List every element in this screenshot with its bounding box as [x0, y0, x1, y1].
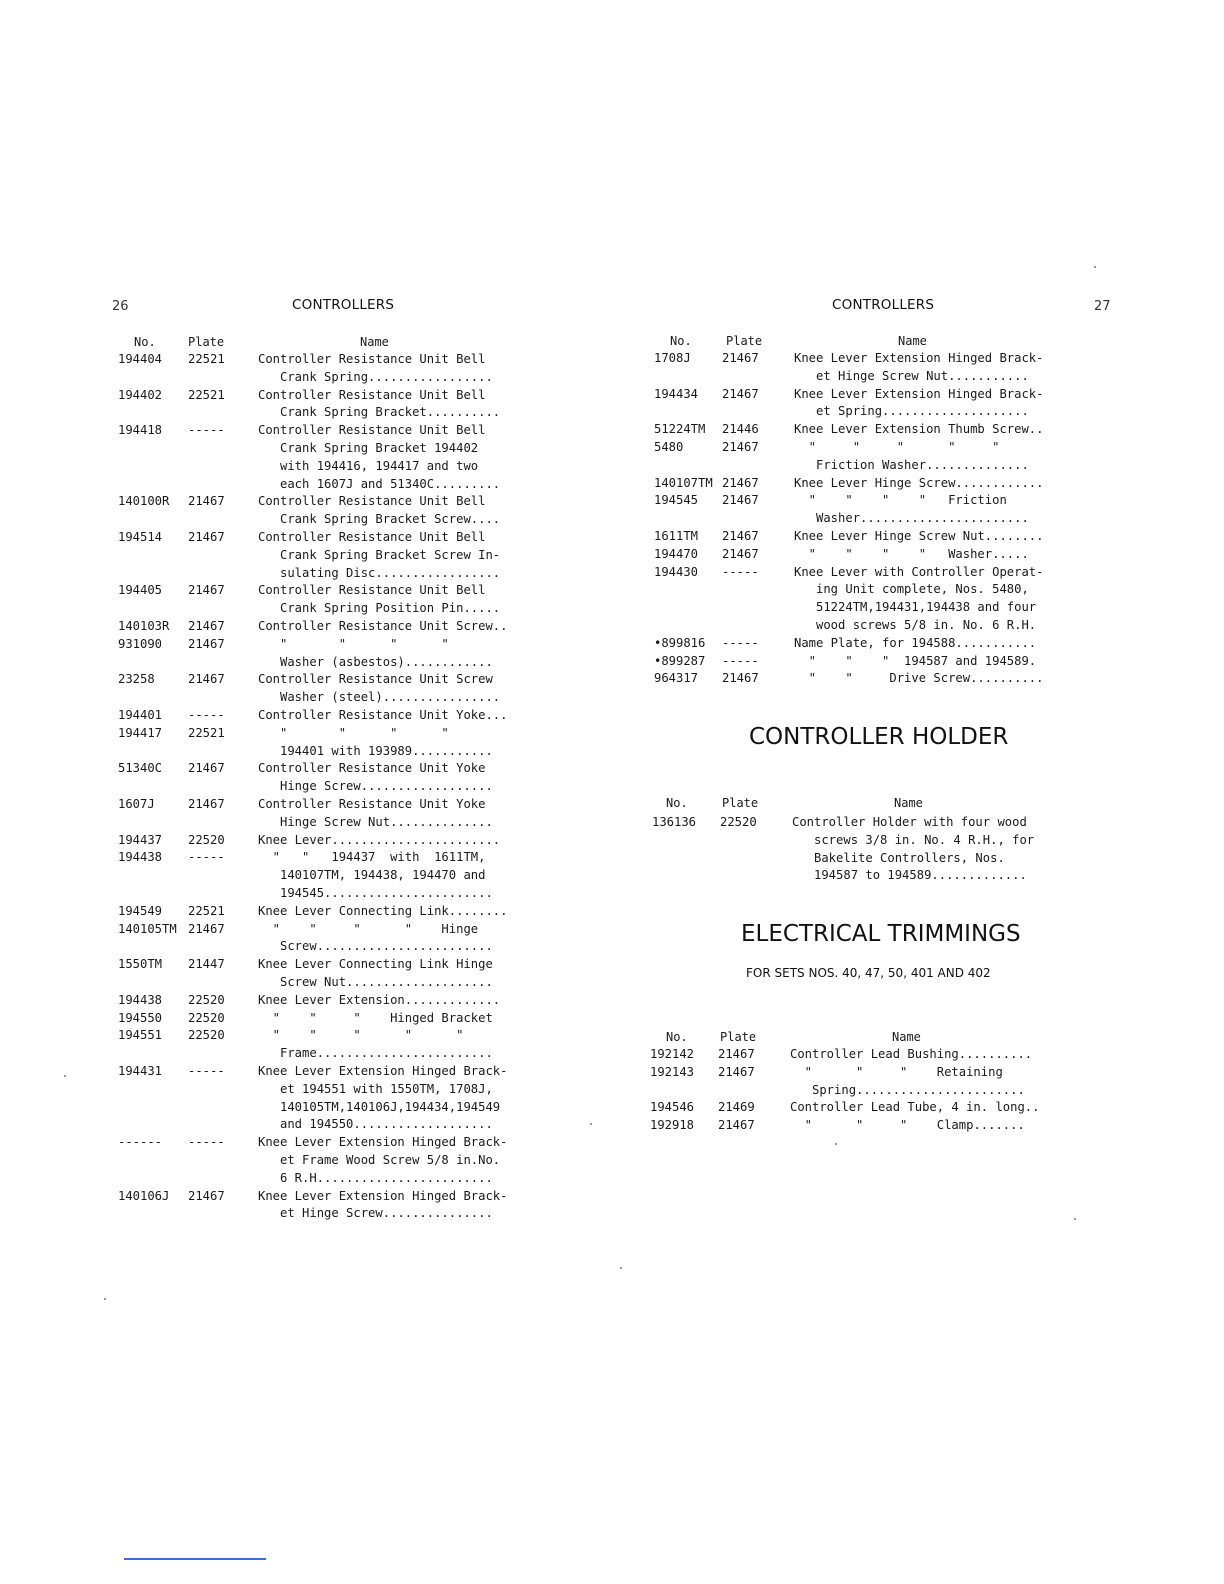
part-name: Name Plate, for 194588........... — [794, 635, 1037, 650]
part-number: 140100R — [118, 494, 170, 509]
part-name: Controller Resistance Unit Yoke Hinge Screw Nut.............. — [258, 797, 493, 829]
plate-number: 21467 — [188, 636, 225, 651]
plate-number: 22520 — [188, 992, 225, 1007]
part-number: 194438 — [118, 850, 163, 865]
part-name: Knee Lever Extension Hinged Brack- et Hinge Screw............... — [258, 1188, 508, 1221]
part-number: 192142 — [650, 1047, 695, 1061]
table-row — [118, 387, 538, 423]
table-row — [118, 796, 538, 832]
column-header-plate: Plate — [722, 796, 759, 810]
part-number: 194549 — [118, 903, 163, 918]
scan-speck — [835, 1143, 837, 1145]
column-header-no: No. — [666, 1030, 688, 1044]
part-number: 194417 — [118, 725, 163, 740]
plate-number: 21447 — [188, 957, 225, 972]
part-name: " " " Clamp....... — [790, 1118, 1025, 1133]
part-name: " " " " " Friction Washer.............. — [808, 440, 1029, 472]
table-row — [118, 636, 538, 672]
part-name: Controller Lead Bushing.......... — [790, 1047, 1033, 1061]
part-name: " " " " Washer..... — [794, 546, 1029, 561]
part-number: 140103R — [118, 619, 170, 633]
part-name: Knee Lever....................... — [258, 832, 501, 847]
part-name: Controller Resistance Unit Bell Crank Spring Position Pin..... — [258, 583, 501, 616]
part-number: 931090 — [118, 636, 163, 651]
part-number: 194434 — [654, 386, 699, 401]
table-row — [654, 528, 1074, 546]
part-name: " " " " " Frame........................ — [272, 1028, 493, 1061]
table-row — [118, 725, 538, 761]
column-header-no: No. — [670, 334, 692, 348]
plate-number: 22521 — [188, 725, 225, 740]
column-header-name: Name — [892, 1030, 921, 1044]
part-number: 194550 — [118, 1010, 163, 1025]
table-row — [654, 421, 1074, 439]
part-number: 194404 — [118, 352, 163, 366]
table-row — [650, 1099, 1070, 1117]
table-row — [118, 1010, 538, 1028]
parts-table-electrical-trimmings — [650, 1029, 1070, 1149]
plate-number: 21467 — [188, 921, 225, 936]
part-number: 194551 — [118, 1028, 163, 1043]
scan-edge-line — [124, 1558, 266, 1560]
part-number: 194430 — [654, 564, 699, 579]
plate-number: ----- — [188, 423, 225, 438]
running-head-right: CONTROLLERS — [832, 297, 935, 313]
part-number: 194405 — [118, 583, 163, 598]
table-row — [654, 670, 1074, 688]
part-name: Controller Resistance Unit Screw.. — [258, 619, 508, 633]
plate-number: 22521 — [188, 387, 225, 402]
plate-number: 22520 — [188, 1010, 225, 1025]
plate-number: 21467 — [718, 1118, 755, 1133]
scan-speck — [1094, 266, 1096, 268]
plate-number: 21469 — [718, 1100, 755, 1115]
plate-number: 21467 — [722, 440, 759, 454]
part-name: " " " Hinged Bracket — [258, 1010, 493, 1025]
plate-number: ----- — [722, 564, 759, 579]
part-number: 194546 — [650, 1100, 695, 1115]
plate-number: 21467 — [722, 493, 759, 508]
plate-number: ----- — [188, 850, 225, 865]
part-name: " " " Retaining Spring....................... — [804, 1064, 1025, 1097]
part-name: Controller Resistance Unit Bell Crank Spring Bracket.......... — [258, 387, 501, 420]
part-number: 194401 — [118, 708, 163, 722]
table-row — [654, 439, 1074, 475]
table-row — [118, 849, 538, 902]
part-name: Controller Resistance Unit Screw Washer (steel)................ — [258, 672, 501, 705]
table-row — [118, 493, 538, 529]
part-number: 964317 — [654, 671, 699, 686]
part-name: Controller Holder with four wood screws 3/8 in. No. 4 R.H., for Bakelite Controllers, Nos. 194587 to 194589............. — [792, 815, 1035, 883]
parts-table-controller-holder — [652, 795, 1072, 895]
plate-number: 21467 — [188, 797, 225, 811]
table-row — [654, 350, 1074, 386]
part-number: 51340C — [118, 761, 163, 776]
plate-number: ----- — [722, 635, 759, 650]
part-name: " " " " Washer (asbestos)............ — [280, 636, 493, 669]
plate-number: 21467 — [718, 1047, 755, 1061]
table-row — [650, 1046, 1070, 1064]
plate-number: 22520 — [188, 1028, 225, 1043]
plate-number: 22521 — [188, 352, 225, 366]
part-name: " " " " Friction Washer....................... — [808, 493, 1029, 526]
part-name: Knee Lever Extension Hinged Brack- et Spring.................... — [794, 386, 1044, 419]
part-number: 192918 — [650, 1118, 695, 1133]
part-number: 140107TM — [654, 475, 713, 490]
table-row — [118, 1063, 538, 1134]
part-number: 194514 — [118, 530, 163, 544]
part-number: 194470 — [654, 546, 699, 561]
plate-number: 21467 — [188, 494, 225, 509]
scan-speck — [620, 1267, 622, 1269]
table-row — [118, 422, 538, 493]
section-subtitle-electrical-trimmings: FOR SETS NOS. 40, 47, 50, 401 AND 402 — [746, 966, 991, 980]
plate-number: 21467 — [188, 530, 225, 544]
table-row — [650, 1117, 1070, 1135]
table-row — [118, 582, 538, 618]
part-number: 51224TM — [654, 422, 706, 437]
part-number: 194438 — [118, 992, 163, 1007]
part-number: •899816 — [654, 635, 706, 650]
column-header-plate: Plate — [726, 334, 763, 348]
part-number: 194418 — [118, 423, 163, 438]
part-number: 1607J — [118, 797, 155, 811]
scan-speck — [64, 1075, 66, 1077]
column-header-plate: Plate — [720, 1030, 757, 1044]
table-row — [654, 386, 1074, 422]
table-row — [118, 351, 538, 387]
part-number: 1550TM — [118, 957, 163, 972]
plate-number: 21467 — [188, 672, 225, 687]
part-name: Controller Resistance Unit Yoke Hinge Screw.................. — [258, 761, 493, 794]
part-number: 192143 — [650, 1064, 695, 1079]
table-row — [118, 671, 538, 707]
plate-number: 21467 — [188, 583, 225, 598]
table-row — [118, 992, 538, 1010]
part-name: Controller Resistance Unit Bell Crank Spring Bracket Screw.... — [258, 494, 501, 527]
parts-table-right — [654, 333, 1074, 693]
part-name: Knee Lever Extension Hinged Brack- et Hinge Screw Nut........... — [794, 351, 1044, 383]
scan-speck — [590, 1123, 592, 1125]
part-name: Knee Lever with Controller Operat- ing Unit complete, Nos. 5480, 51224TM,194431,194438 and four wood screws 5/8 in. No. 6 R.H. — [794, 564, 1044, 632]
plate-number: 22521 — [188, 903, 225, 918]
table-row — [118, 1134, 538, 1187]
part-name: Controller Resistance Unit Bell Crank Spring Bracket 194402 with 194416, 194417 and two each 1607J and 51340C......... — [258, 423, 501, 491]
table-row — [118, 1027, 538, 1063]
table-row — [118, 1188, 538, 1224]
table-row — [650, 1064, 1070, 1100]
part-name: Controller Resistance Unit Yoke... — [258, 708, 508, 722]
part-name: Controller Resistance Unit Bell Crank Spring Bracket Screw In- sulating Disc................. — [258, 530, 501, 580]
plate-number: 21467 — [722, 386, 759, 401]
column-header-plate: Plate — [188, 335, 225, 349]
part-number: 5480 — [654, 440, 684, 454]
part-number: 194437 — [118, 832, 163, 847]
part-name: " " " " 194401 with 193989........... — [280, 725, 493, 758]
plate-number: 21467 — [722, 475, 759, 490]
parts-table-left — [118, 334, 538, 1234]
part-name: Knee Lever Connecting Link........ — [258, 903, 508, 918]
table-row — [118, 529, 538, 582]
part-name: Knee Lever Extension Thumb Screw.. — [794, 422, 1044, 437]
table-row — [118, 956, 538, 992]
plate-number: 21467 — [722, 671, 759, 686]
table-row — [654, 653, 1074, 671]
plate-number: ----- — [188, 1135, 225, 1150]
part-name: Knee Lever Hinge Screw Nut........ — [794, 529, 1044, 543]
plate-number: 21467 — [718, 1064, 755, 1079]
part-number: 194545 — [654, 493, 699, 508]
part-name: Knee Lever Hinge Screw............ — [794, 475, 1044, 490]
column-header-name: Name — [898, 334, 927, 348]
scan-speck — [1074, 1218, 1076, 1220]
table-row — [118, 832, 538, 850]
part-number: 1611TM — [654, 529, 699, 543]
part-name: Controller Lead Tube, 4 in. long.. — [790, 1100, 1040, 1115]
part-number: •899287 — [654, 653, 706, 668]
plate-number: 22520 — [188, 832, 225, 847]
scan-speck — [104, 1298, 106, 1300]
plate-number: ----- — [188, 1064, 225, 1078]
table-row — [118, 618, 538, 636]
table-row — [654, 546, 1074, 564]
part-number: 136136 — [652, 815, 697, 829]
table-row — [118, 921, 538, 957]
table-row — [118, 903, 538, 921]
part-name: Knee Lever Extension Hinged Brack- et 194551 with 1550TM, 1708J, 140105TM,140106J,194434,194549 and 194550................... — [258, 1064, 508, 1132]
plate-number: 21467 — [722, 529, 759, 543]
page-number-right: 27 — [1094, 299, 1111, 314]
part-number: 23258 — [118, 672, 155, 687]
part-name: Knee Lever Extension............. — [258, 992, 501, 1007]
part-number: 1708J — [654, 351, 691, 365]
table-row — [652, 814, 1072, 885]
running-head-left: CONTROLLERS — [292, 297, 395, 313]
plate-number: 22520 — [720, 815, 757, 829]
column-header-name: Name — [360, 335, 389, 349]
column-header-name: Name — [894, 796, 923, 810]
section-title-electrical-trimmings: ELECTRICAL TRIMMINGS — [741, 921, 1021, 947]
part-number: 194402 — [118, 387, 163, 402]
part-number: 194431 — [118, 1064, 163, 1078]
table-row — [118, 707, 538, 725]
column-header-no: No. — [666, 796, 688, 810]
plate-number: ----- — [188, 708, 225, 722]
plate-number: 21446 — [722, 422, 759, 437]
part-number: 140105TM — [118, 921, 177, 936]
table-row — [654, 635, 1074, 653]
column-header-no: No. — [134, 335, 156, 349]
part-name: Knee Lever Connecting Link Hinge Screw Nut.................... — [258, 957, 493, 989]
part-name: " " 194437 with 1611TM, 140107TM, 194438, 194470 and 194545....................... — [272, 850, 493, 900]
part-name: " " " 194587 and 194589. — [794, 653, 1037, 668]
part-name: Knee Lever Extension Hinged Brack- et Frame Wood Screw 5/8 in.No. 6 R.H........................ — [258, 1135, 508, 1185]
part-number: ------ — [118, 1135, 163, 1150]
page-number-left: 26 — [112, 299, 129, 314]
part-name: " " " " Hinge Screw........................ — [272, 921, 493, 954]
table-row — [118, 760, 538, 796]
table-row — [654, 564, 1074, 635]
plate-number: 21467 — [188, 1188, 225, 1203]
table-row — [654, 475, 1074, 493]
plate-number: 21467 — [722, 351, 759, 365]
plate-number: 21467 — [188, 761, 225, 776]
part-name: Controller Resistance Unit Bell Crank Spring................. — [258, 352, 493, 384]
part-number: 140106J — [118, 1188, 170, 1203]
table-row — [654, 492, 1074, 528]
section-title-controller-holder: CONTROLLER HOLDER — [749, 724, 1009, 750]
plate-number: ----- — [722, 653, 759, 668]
part-name: " " Drive Screw.......... — [794, 671, 1044, 686]
plate-number: 21467 — [188, 619, 225, 633]
plate-number: 21467 — [722, 546, 759, 561]
